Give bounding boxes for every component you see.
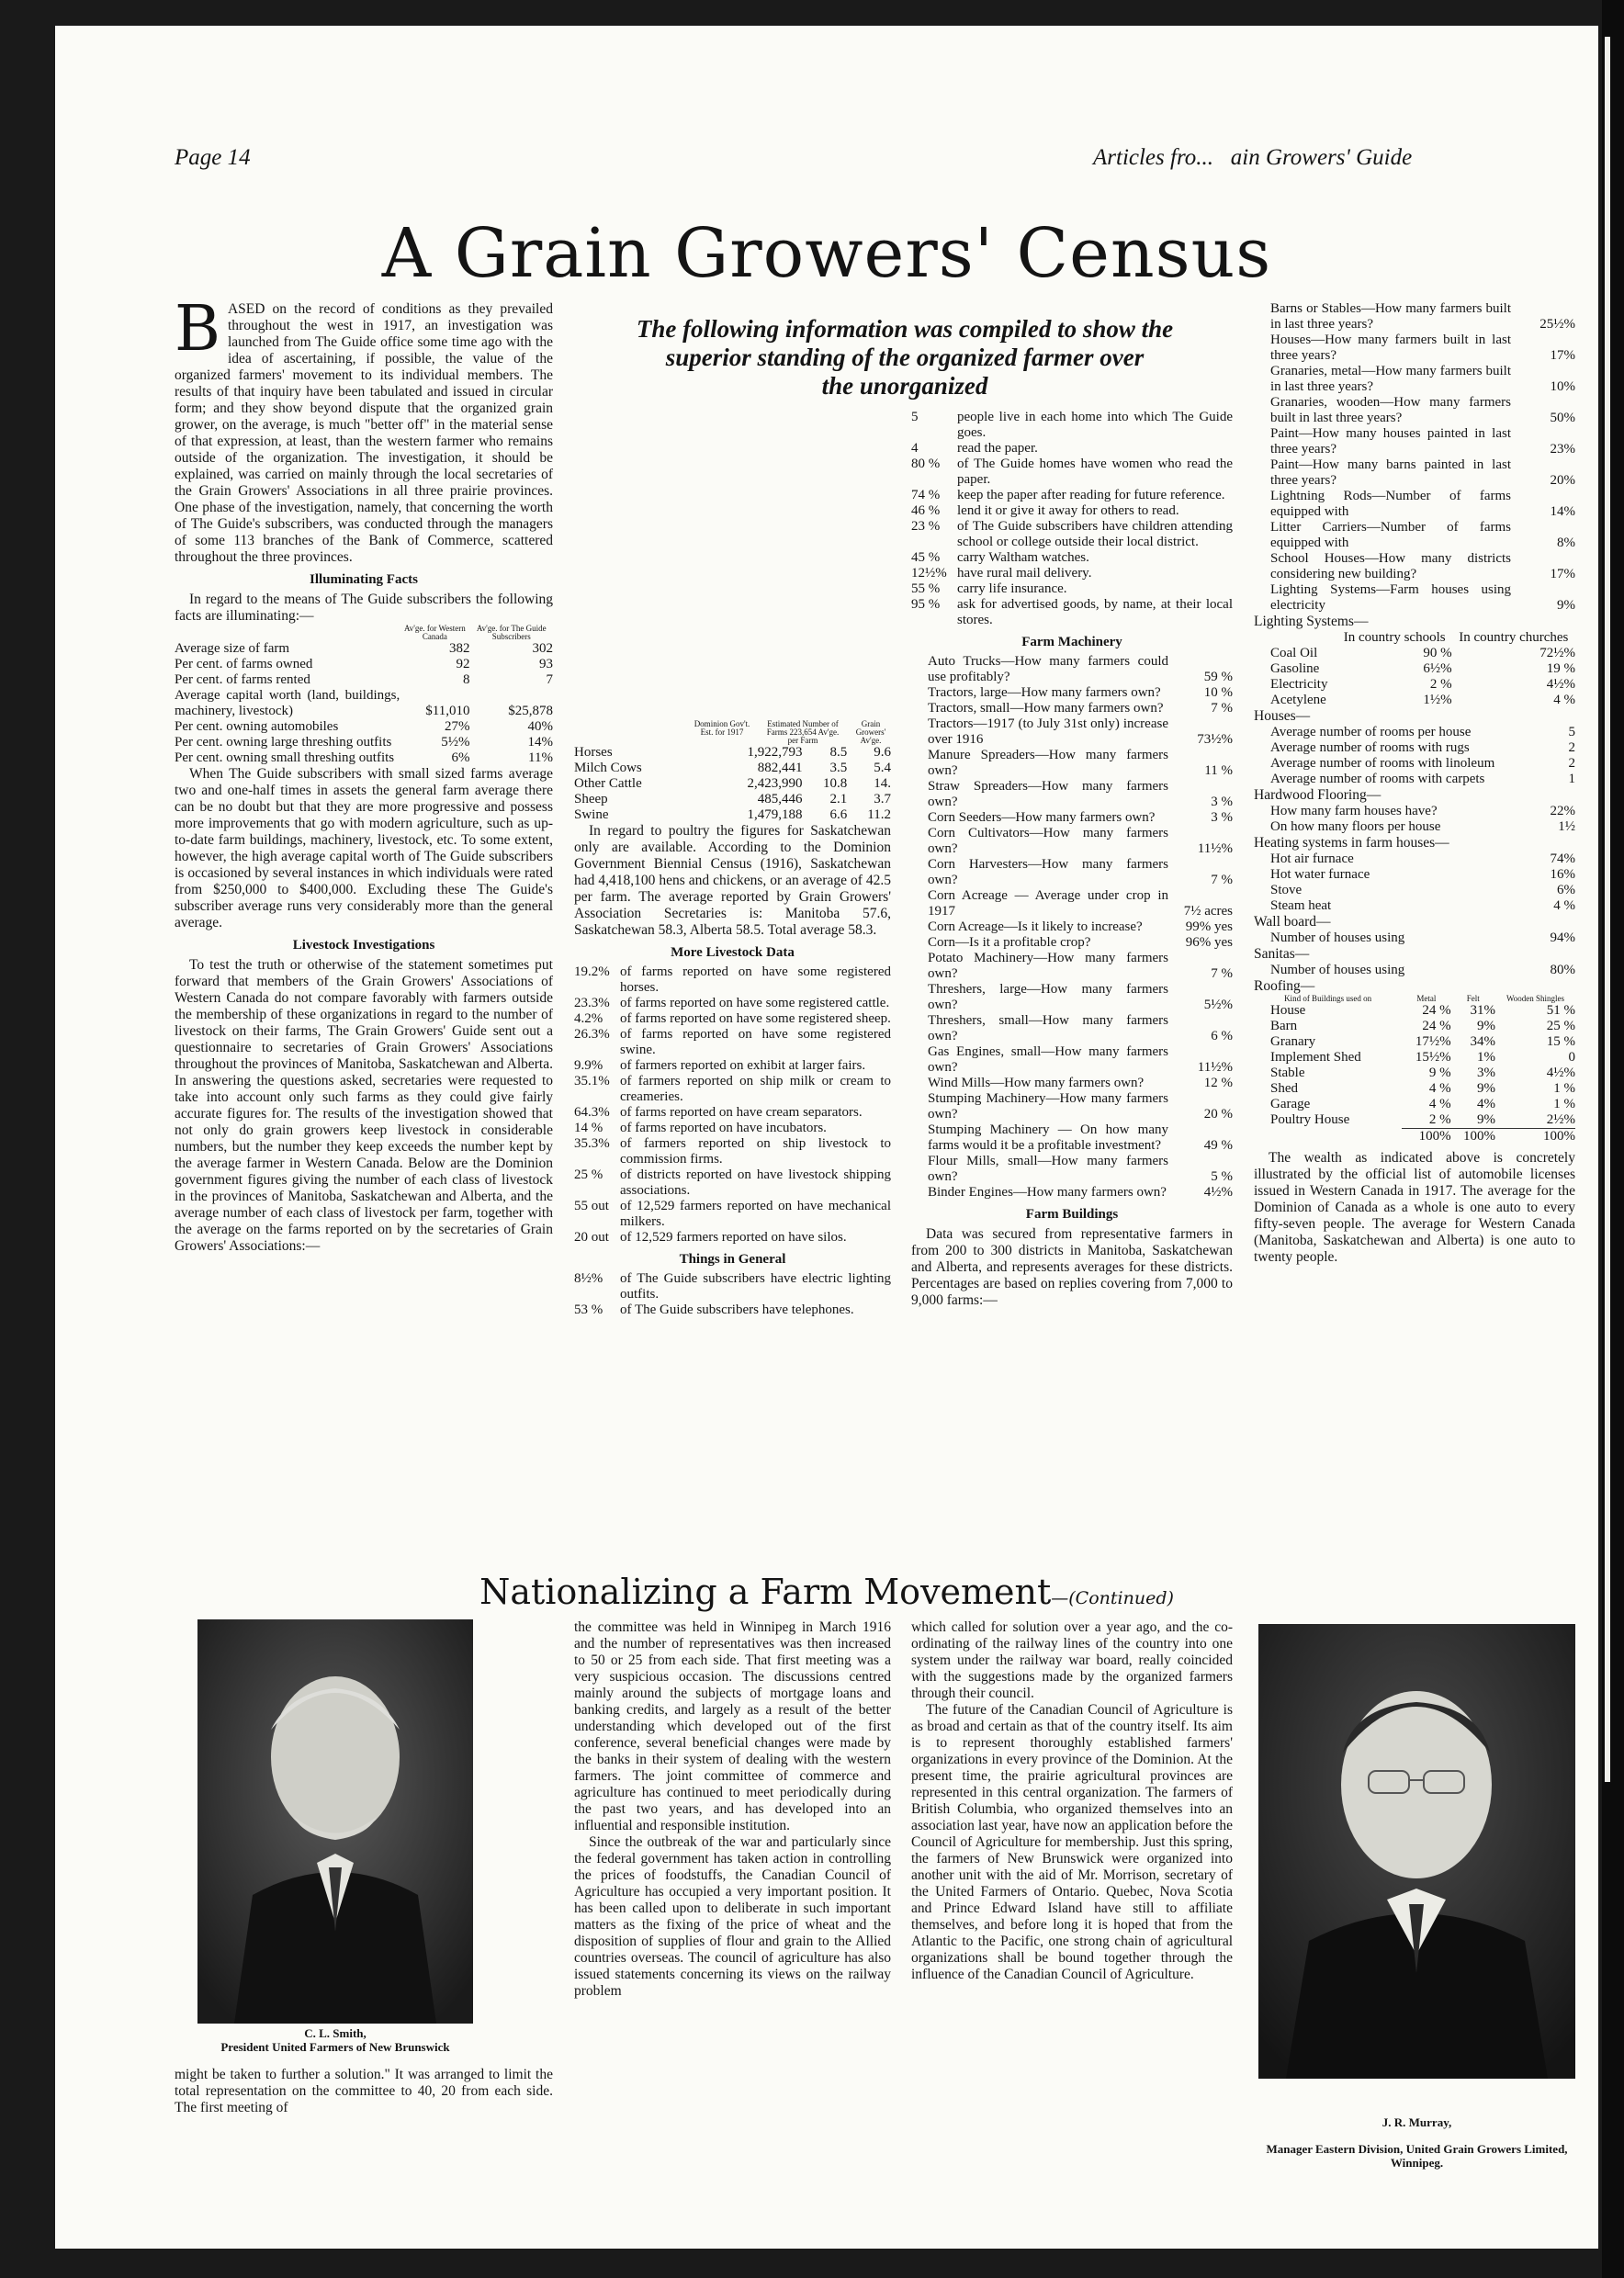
table-row: Potato Machinery—How many farmers own? 7 % [928, 951, 1233, 981]
table-row: Swine 1,479,188 6.6 11.2 [574, 807, 891, 822]
list-item: 9.9% of farmers reported on exhibit at larger fairs. [574, 1058, 866, 1073]
table-row: Tractors—1917 (to July 31st only) increase over 1916 73½% [928, 716, 1233, 747]
article-2-left-paragraph: might be taken to further a solution." It was arranged to limit the total representation on the committee to 40, 20 from each side. The first meeting of [175, 2067, 553, 2115]
table-row: Average number of rooms per house 5 [1270, 725, 1575, 739]
heating-heading: Heating systems in farm houses— [1254, 835, 1449, 851]
list-item: 35.3% of farmers reported on ship livestock to commission firms. [574, 1136, 891, 1167]
table-row: Paint—How many houses painted in last three years? 23% [1270, 426, 1575, 457]
table-row: Average number of rooms with linoleum 2 [1270, 756, 1575, 771]
caption-smith-title: President United Farmers of New Brunswick [220, 2040, 450, 2054]
table-row: Corn Seeders—How many farmers own? 3 % [928, 810, 1233, 825]
drop-cap: B [175, 293, 220, 366]
table-row: On how many floors per house 1½ [1270, 819, 1575, 834]
table-row: Tractors, small—How many farmers own? 7 % [928, 701, 1233, 716]
caption-murray [1249, 2115, 1585, 2170]
list-item: 80 % of The Guide homes have women who read the paper. [911, 457, 1233, 487]
heating-table [1254, 851, 1575, 914]
table-row: Garage 4 % 4% 1 % [1270, 1097, 1575, 1111]
illuminating-table [175, 625, 553, 766]
list-item: 26.3% of farms reported on have some registered swine. [574, 1027, 891, 1057]
caption-smith-name: C. L. Smith, [304, 2026, 367, 2040]
table-row: Corn Cultivators—How many farmers own? 11½% [928, 826, 1233, 856]
table-row: Binder Engines—How many farmers own? 4½% [928, 1185, 1233, 1200]
livestock-heading: Livestock Investigations [292, 938, 435, 953]
table-row: Wind Mills—How many farmers own? 12 % [928, 1076, 1233, 1090]
article-2-mid-paragraph-1: the committee was held in Winnipeg in March 1916 and the number of representatives was then increased to 50 or 25 from each side. That first meeting was a very suspicious occasion. The discussions centred mainly around the subjects of mortgage loans and banking credits, and largely as a result of the better understanding which developed out of the first conference, several beneficial changes were made by the banks in their system of dealing with the western farmers. The joint committee of commerce and agriculture has continued to meet periodically during the past two years, and has developed into an influential and responsible institution. [574, 1619, 891, 1833]
article-2-mid-paragraph-2: Since the outbreak of the war and particularly since the federal government has taken action in controlling the prices of foodstuffs, the Canadian Council of Agriculture has occupied a very important position. It has been called upon to deliberate in such important matters as the fixing of the price of wheat and the disposition of supplies of flour and grain to the Allied countries overseas. The council of agriculture has also issued statements concerning its views on the railway problem [574, 1834, 891, 1999]
things-general-table-b [911, 410, 1233, 628]
table-row: Stumping Machinery — On how many farms would it be a profitable investment? 49 % [928, 1122, 1233, 1153]
sanitas-heading: Sanitas— [1254, 946, 1310, 962]
list-item: 95 % ask for advertised goods, by name, at their local stores. [911, 597, 1233, 627]
table-row: Gas Engines, small—How many farmers own? 11½% [928, 1044, 1233, 1075]
list-item: 4 read the paper. [911, 441, 1038, 456]
table-row: Acetylene 1½% 4 % [1270, 693, 1575, 707]
table-row: Lighting Systems—Farm houses using electricity 9% [1270, 582, 1575, 613]
table-row: Per cent. owning automobiles 27% 40% [175, 719, 553, 734]
farm-buildings-table [1254, 301, 1575, 614]
lead-line-2: superior standing of the organized farmer over [665, 344, 1145, 371]
livestock-table-header: Dominion Gov't. Est. for 1917 Estimated Number of Farms 223,654 Av'ge. per Farm Grain Growers' Av'ge. [694, 719, 886, 745]
illuminating-col-header-2: Av'ge. for The Guide Subscribers [476, 624, 547, 641]
table-row: Sheep 485,446 2.1 3.7 [574, 792, 891, 806]
intro-paragraph [175, 293, 553, 566]
table-row: Per cent. owning small threshing outfits 6% 11% [175, 750, 553, 765]
farm-machinery-table [911, 654, 1233, 1201]
intro-text: ASED on the record of conditions as they prevailed throughout the west in 1917, an investigation was launched from The Guide office some time ago with the idea of ascertaining, if possible, the value of the organized farmers' movement to its individual members. The results of that inquiry have been tabulated and issued in circular form; and they show beyond dispute that the organized grain grower, on the average, is much "better off" in the material sense of that expression, at least, than the western farmer who remains outside of the organization. The investigation, it should be explained, was carried on mainly through the local secretaries of the Grain Growers' Associations in all three prairie provinces. One phase of the investigation, namely, that concerning the worth of The Guide's subscribers, was conducted through the managers of some 113 branches of the Bank of Commerce, scattered throughout the three provinces. [175, 301, 553, 565]
lead-line-3: the unorganized [821, 372, 988, 400]
table-row: Average number of rooms with rugs 2 [1270, 740, 1575, 755]
illuminating-heading: Illuminating Facts [310, 572, 418, 587]
houses-heading: Houses— [1254, 708, 1311, 724]
portrait-murray [1258, 1624, 1575, 2079]
running-head: Articles fro... ain Growers' Guide [1093, 145, 1413, 170]
portrait-smith [197, 1619, 473, 2024]
table-row: Straw Spreaders—How many farmers own? 3 % [928, 779, 1233, 809]
article-lead [570, 315, 1240, 400]
list-item: 46 % lend it or give it away for others to read. [911, 503, 1179, 518]
table-row: Hot water furnace 16% [1270, 867, 1575, 882]
article-2-middle-column [574, 1619, 891, 2000]
table-row: Granaries, metal—How many farmers built in last three years? 10% [1270, 364, 1575, 394]
table-row: Per cent. of farms rented 8 7 [175, 672, 553, 687]
caption-murray-title: Manager Eastern Division, United Grain Growers Limited, Winnipeg. [1266, 2142, 1568, 2170]
table-row: Barns or Stables—How many farmers built in last three years? 25½% [1270, 301, 1575, 332]
list-item: 19.2% of farms reported on have some registered horses. [574, 964, 891, 995]
column-4 [1254, 301, 1575, 1266]
roofing-table: Kind of Buildings used on Metal Felt Wooden Shingles House 24 % 31% 51 % Barn 24 % 9% 25 % Granary 17½% 34% 15 % Implement Shed 15½% 1% 0 Stable 9 % 3% 4½% Shed 4 % 9% 1 % Garage 4 % 4% 1 % Poultry House 2 % 9% 2½% 100% 100% 100% [1254, 995, 1575, 1145]
table-row: Per cent. owning large threshing outfits 5½% 14% [175, 735, 553, 750]
livestock-para-1: To test the truth or otherwise of the statement sometimes put forward that members of the Grain Growers' Associations of Western Canada do not compare favorably with farmers outside the membership of these organizations in regard to the number of livestock on their farms, The Grain Growers' Guide sent out a questionnaire to secretaries of Grain Growers' Associations throughout the provinces of Manitoba, Saskatchewan and Alberta. In answering the questions asked, secretaries were requested to take into account only such farms as they could give fairly accurate figures for. The results of the investigation showed that not only do grain growers keep livestock in considerable numbers, but the number they keep exceeds the number kept by the average farmer in Western Canada. Below are the Dominion government figures giving the number of each class of livestock in the provinces of Manitoba, Saskatchewan and Alberta, and the average number of each class of livestock per farm, together with the average on the farms reported on by the secretaries of Grain Growers' Associations:— [175, 957, 553, 1254]
column-2 [574, 410, 891, 1318]
column-1 [175, 293, 553, 1254]
table-row: Horses 1,922,793 8.5 9.6 [574, 745, 891, 760]
table-row: Hot air furnace 74% [1270, 851, 1575, 866]
table-row: Gasoline 6½% 19 % [1270, 661, 1575, 676]
table-row: Litter Carriers—Number of farms equipped with 8% [1270, 520, 1575, 550]
table-row: Average size of farm 382 302 [175, 641, 553, 656]
illuminating-after: When The Guide subscribers with small sized farms average two and one-half times in assets the general farm average there can be no doubt but that they are more progressive and possess more improvements that go with modern agriculture, such as up-to-date farm buildings, machinery, livestock, etc. To some extent, however, the high average capital worth of The Guide subscribers is occasioned by several instances in which individuals were rated from $250,000 to $400,000. Excluding these The Guide's subscriber average runs very considerably more than the general average. [175, 766, 553, 930]
list-item: 64.3% of farms reported on have cream separators. [574, 1105, 863, 1120]
caption-murray-name: J. R. Murray, [1382, 2115, 1452, 2129]
article-2-left-text [175, 2067, 553, 2116]
table-row: Lightning Rods—Number of farms equipped with 14% [1270, 489, 1575, 519]
wallboard-table [1254, 930, 1575, 946]
table-row: Stove 6% [1270, 883, 1575, 897]
illuminating-col-header-1: Av'ge. for Western Canada [403, 624, 466, 641]
portrait-smith-image [197, 1619, 473, 2024]
roofing-totals: 100% 100% 100% [1254, 1129, 1575, 1145]
table-row: Threshers, small—How many farmers own? 6 % [928, 1013, 1233, 1043]
livestock-table [574, 745, 891, 823]
table-row: Tractors, large—How many farmers own? 10 % [928, 685, 1233, 700]
table-row: Shed 4 % 9% 1 % [1270, 1081, 1575, 1096]
article-2-right-paragraph-1: which called for solution over a year ago, and the co-ordinating of the railway lines of the country into one system under the railway war board, really coincided with the suggestions made by the organized farmers through their council. [911, 1619, 1233, 1701]
sanitas-table [1254, 963, 1575, 978]
table-row: Threshers, large—How many farmers own? 5½% [928, 982, 1233, 1012]
table-row: Milch Cows 882,441 3.5 5.4 [574, 761, 891, 775]
table-row: Poultry House 2 % 9% 2½% [1270, 1112, 1575, 1127]
poultry-paragraph: In regard to poultry the figures for Saskatchewan only are available. According to the Dominion Government Biennial Census (1916), Saskatchewan had 4,418,100 hens and chickens, or an average of 42.5 per farm. The average reported by Grain Growers' Association Secretaries is: Manitoba 57.6, Saskatchewan 58.3, Alberta 58.5. Total average 58.3. [574, 823, 891, 938]
wallboard-heading: Wall board— [1254, 914, 1331, 930]
table-row: Houses—How many farmers built in last three years? 17% [1270, 333, 1575, 363]
table-row: Per cent. of farms owned 92 93 [175, 657, 553, 671]
table-row: Paint—How many barns painted in last three years? 20% [1270, 457, 1575, 488]
column-3 [911, 410, 1233, 1309]
caption-smith [197, 2026, 473, 2054]
hardwood-table [1254, 804, 1575, 835]
table-row: Number of houses using 94% [1270, 930, 1575, 945]
table-row: How many farm houses have? 22% [1270, 804, 1575, 818]
list-item: 20 out of 12,529 farmers reported on have silos. [574, 1230, 847, 1245]
list-item: 53 % of The Guide subscribers have telephones. [574, 1303, 854, 1317]
farm-machinery-heading: Farm Machinery [1021, 635, 1122, 649]
closing-paragraph: The wealth as indicated above is concretely illustrated by the official list of automobile licenses issued in Western Canada in 1917. The average for the Dominion of Canada as a whole is one auto to every fifty-seven people. The average for Western Canada (Manitoba, Saskatchewan and Alberta) is one auto to twenty people. [1254, 1150, 1575, 1265]
article-title: A Grain Growers' Census [381, 214, 1272, 293]
table-row: Auto Trucks—How many farmers could use profitably? 59 % [928, 654, 1233, 684]
table-row: Implement Shed 15½% 1% 0 [1270, 1050, 1575, 1065]
table-row: House 24 % 31% 51 % [1270, 1003, 1575, 1018]
table-row: Other Cattle 2,423,990 10.8 14. [574, 776, 891, 791]
table-row: Granary 17½% 34% 15 % [1270, 1034, 1575, 1049]
lead-line-1: The following information was compiled to show the [636, 315, 1174, 343]
portrait-murray-image [1258, 1624, 1575, 2079]
continued-label: —(Continued) [1051, 1588, 1174, 1608]
houses-table [1254, 725, 1575, 787]
list-item: 4.2% of farms reported on have some registered sheep. [574, 1011, 891, 1026]
list-item: 45 % carry Waltham watches. [911, 550, 1089, 565]
table-row: Steam heat 4 % [1270, 898, 1575, 913]
list-item: 23.3% of farms reported on have some registered cattle. [574, 996, 890, 1010]
hardwood-heading: Hardwood Flooring— [1254, 787, 1382, 803]
newspaper-page [55, 26, 1598, 2249]
things-general-heading: Things in General [679, 1252, 786, 1267]
roofing-heading: Roofing— [1254, 978, 1315, 994]
list-item: 55 % carry life insurance. [911, 581, 1067, 596]
list-item: 8½% of The Guide subscribers have electric lighting outfits. [574, 1271, 891, 1302]
table-row: Stable 9 % 3% 4½% [1270, 1066, 1575, 1080]
list-item: 35.1% of farmers reported on ship milk or cream to creameries. [574, 1074, 891, 1104]
article-2-right-column [911, 1619, 1233, 1983]
table-row: Barn 24 % 9% 25 % [1270, 1019, 1575, 1033]
table-row: Corn—Is it a profitable crop? 96% yes [928, 935, 1233, 950]
table-row: Average capital worth (land, buildings, machinery, livestock) $11,010 $25,878 [175, 688, 553, 718]
table-row: Average number of rooms with carpets 1 [1270, 772, 1575, 786]
list-item: 23 % of The Guide subscribers have children attending school or college outside their local district. [911, 519, 1233, 549]
lighting-table: In country schools In country churches Coal Oil 90 % 72½% Gasoline 6½% 19 % Electricity 2 % 4½% Acetylene 1½% 4 % [1254, 630, 1575, 708]
scan-edge [1602, 0, 1624, 2278]
table-row: Corn Acreage—Is it likely to increase? 99% yes [928, 919, 1233, 934]
lighting-heading: Lighting Systems— [1254, 614, 1369, 629]
table-row: Coal Oil 90 % 72½% [1270, 646, 1575, 660]
list-item: 74 % keep the paper after reading for future reference. [911, 488, 1225, 502]
farm-buildings-heading: Farm Buildings [1025, 1207, 1119, 1222]
table-row: Granaries, wooden—How many farmers built in last three years? 50% [1270, 395, 1575, 425]
table-row: Number of houses using 80% [1270, 963, 1575, 977]
table-row: Corn Harvesters—How many farmers own? 7 % [928, 857, 1233, 887]
farm-buildings-intro: Data was secured from representative farmers in from 200 to 300 districts in Manitoba, Saskatchewan and Alberta, and represents averages for these districts. Percentages are based on replies covering from 7,000 to 9,000 farms:— [911, 1226, 1233, 1308]
table-row: Stumping Machinery—How many farmers own? 20 % [928, 1091, 1233, 1122]
list-item: 25 % of districts reported on have livestock shipping associations. [574, 1167, 891, 1198]
table-row: Corn Acreage — Average under crop in 1917 7½ acres [928, 888, 1233, 919]
article-2-right-paragraph-2: The future of the Canadian Council of Agriculture is as broad and certain as that of the country itself. Its aim is to represent thoroughly established farmers' organizations in every province of the Dominion. At the present time, the prairie agricultural provinces are represented in this central organization. The farmers of British Columbia, who organized themselves into an association last year, have now an application before the Council of Agriculture for membership. Just this spring, the farmers of New Brunswick were organized into another unit with the aid of Mr. Morrison, secretary of the United Farmers of Ontario. Quebec, Nova Scotia and Prince Edward Island have still to affiliate themselves, and before long it is hoped that from the Atlantic to the Pacific, one strong chain of agricultural organizations shall be bound together through the influence of the Canadian Council of Agriculture. [911, 1702, 1233, 1982]
list-item: 12½% have rural mail delivery. [911, 566, 1092, 581]
article-2-title [55, 1572, 1598, 1612]
list-item: 5 people live in each home into which The Guide goes. [911, 410, 1233, 440]
table-row: Flour Mills, small—How many farmers own? 5 % [928, 1154, 1233, 1184]
things-general-table-a [574, 1271, 891, 1318]
more-livestock-table [574, 964, 891, 1246]
table-row: Electricity 2 % 4½% [1270, 677, 1575, 692]
table-row: School Houses—How many districts considering new building? 17% [1270, 551, 1575, 581]
more-livestock-heading: More Livestock Data [671, 945, 795, 960]
table-row: Manure Spreaders—How many farmers own? 11 % [928, 748, 1233, 778]
illuminating-intro: In regard to the means of The Guide subscribers the following facts are illuminating:— [175, 592, 553, 624]
list-item: 55 out of 12,529 farmers reported on have mechanical milkers. [574, 1199, 891, 1229]
page-number: Page 14 [175, 145, 251, 170]
list-item: 14 % of farms reported on have incubators. [574, 1121, 827, 1135]
article-2-title-text: Nationalizing a Farm Movement [479, 1572, 1052, 1612]
